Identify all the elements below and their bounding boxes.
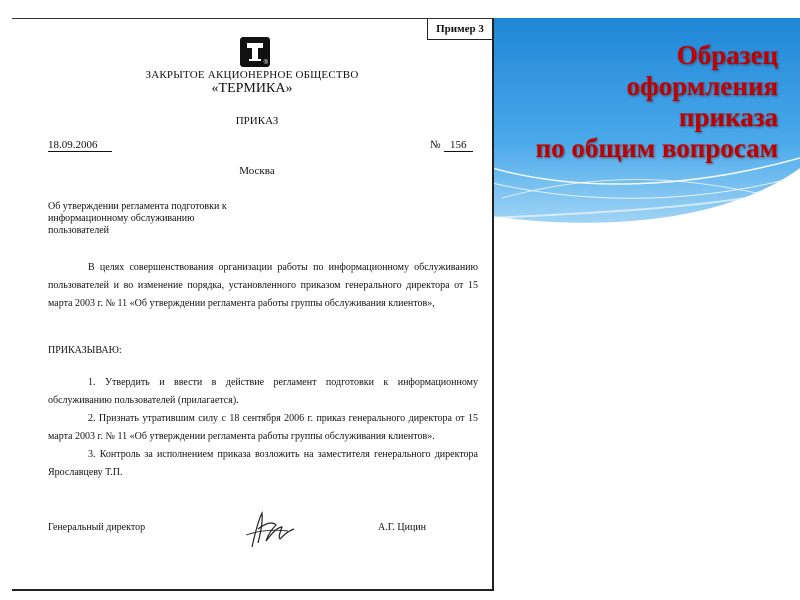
termika-logo-icon: ® [240,37,270,67]
doc-city: Москва [239,165,275,177]
slide-title [488,40,778,164]
doc-subject-line: Об утверждении регламента подготовки к [48,201,227,212]
signature-icon [242,509,298,551]
doc-type: ПРИКАЗ [235,115,279,127]
order-word: ПРИКАЗЫВАЮ: [48,345,122,356]
doc-subject [48,201,248,237]
slide-title-line: по общим вопросам [535,133,778,163]
signer-position: Генеральный директор [48,522,146,533]
example-label: Пример 3 [427,19,492,40]
doc-preamble: В целях совершенствования организации работы по информационному обслуживанию пользователей и во изменение порядка, установленного приказом генерального директора от 15 марта 2003 г. № 11 «Об утверждении регламента работы группы обслуживания клиентов», [48,262,478,309]
order-item: 3. Контроль за исполнением приказа возложить на заместителя генерального директора Ярославцеву Т.П. [48,449,478,478]
document-page [12,18,494,591]
order-items [48,374,478,482]
doc-number: 156 [444,139,473,152]
doc-date: 18.09.2006 [48,139,112,152]
company-type: ЗАКРЫТОЕ АКЦИОНЕРНОЕ ОБЩЕСТВО [145,69,359,81]
slide-title-line: приказа [678,102,778,132]
slide-title-line: Образец [676,40,778,70]
order-item: 1. Утвердить и ввести в действие регламент подготовки к информационному обслуживанию пользователей (прилагается). [48,377,478,406]
doc-subject-line: пользователей [48,225,110,236]
doc-subject-line: информационному обслуживанию [48,213,195,224]
signer-name: А.Г. Цицин [378,522,427,533]
company-name: «ТЕРМИКА» [211,81,293,96]
title-banner [492,18,800,233]
order-item: 2. Признать утратившим силу с 18 сентября 2006 г. приказ генерального директора от 15 марта 2003 г. № 11 «Об утверждении регламента работы группы обслуживания клиентов». [48,413,478,442]
slide-title-line: оформления [626,71,778,101]
doc-number-label: № [430,139,441,151]
